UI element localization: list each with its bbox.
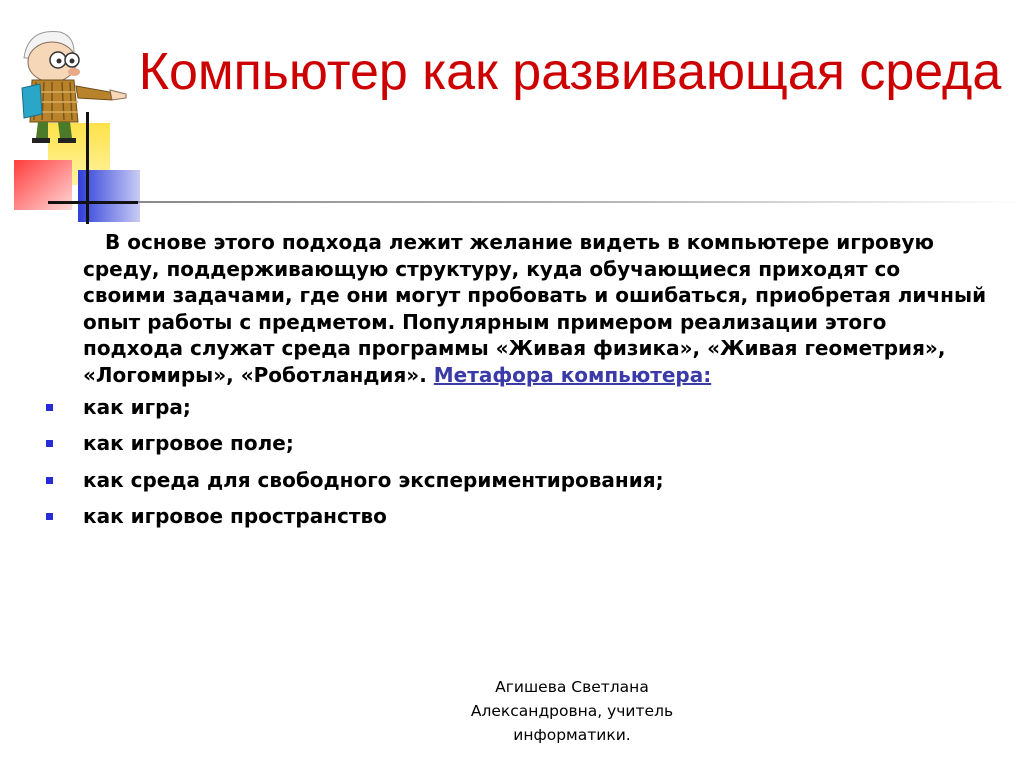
author-line: Александровна, учитель [470, 702, 674, 720]
author-line: Агишева Светлана [495, 678, 649, 696]
professor-pointing-icon [8, 22, 132, 146]
short-horizontal-rule [48, 201, 138, 204]
slide-title: Компьютер как развивающая среда [138, 43, 1002, 101]
square-bullet-icon [46, 404, 53, 411]
list-item [83, 462, 988, 499]
title-underline [138, 201, 1024, 203]
square-bullet-icon [46, 440, 53, 447]
author-line: информатики. [513, 726, 631, 744]
list-item-text: как среда для свободного экспериментирования; [83, 467, 664, 492]
list-item-text: как игровое пространство [83, 504, 387, 529]
author-credit [430, 675, 714, 747]
metaphor-list [83, 389, 988, 535]
decorative-corner-graphic [0, 0, 1024, 240]
list-item-text: как игровое поле; [83, 431, 294, 456]
slide-body [83, 229, 988, 535]
list-item [83, 425, 988, 462]
list-item [83, 389, 988, 426]
list-item [83, 498, 988, 535]
body-paragraph [83, 229, 988, 389]
metaphor-link[interactable]: Метафора компьютера: [433, 362, 712, 387]
paragraph-text: В основе этого подхода лежит желание видеть в компьютере игровую среду, поддерживающую структуру, куда обучающиеся приходят со своими задачами, где они могут пробовать и ошибаться, приобретая личный опыт работы с предметом. Популярным примером реализации этого подхода служат среда программы «Живая физика», «Живая геометрия», «Логомиры», «Роботландия». [83, 230, 987, 387]
square-bullet-icon [46, 513, 53, 520]
square-bullet-icon [46, 477, 53, 484]
list-item-text: как игра; [83, 394, 191, 419]
